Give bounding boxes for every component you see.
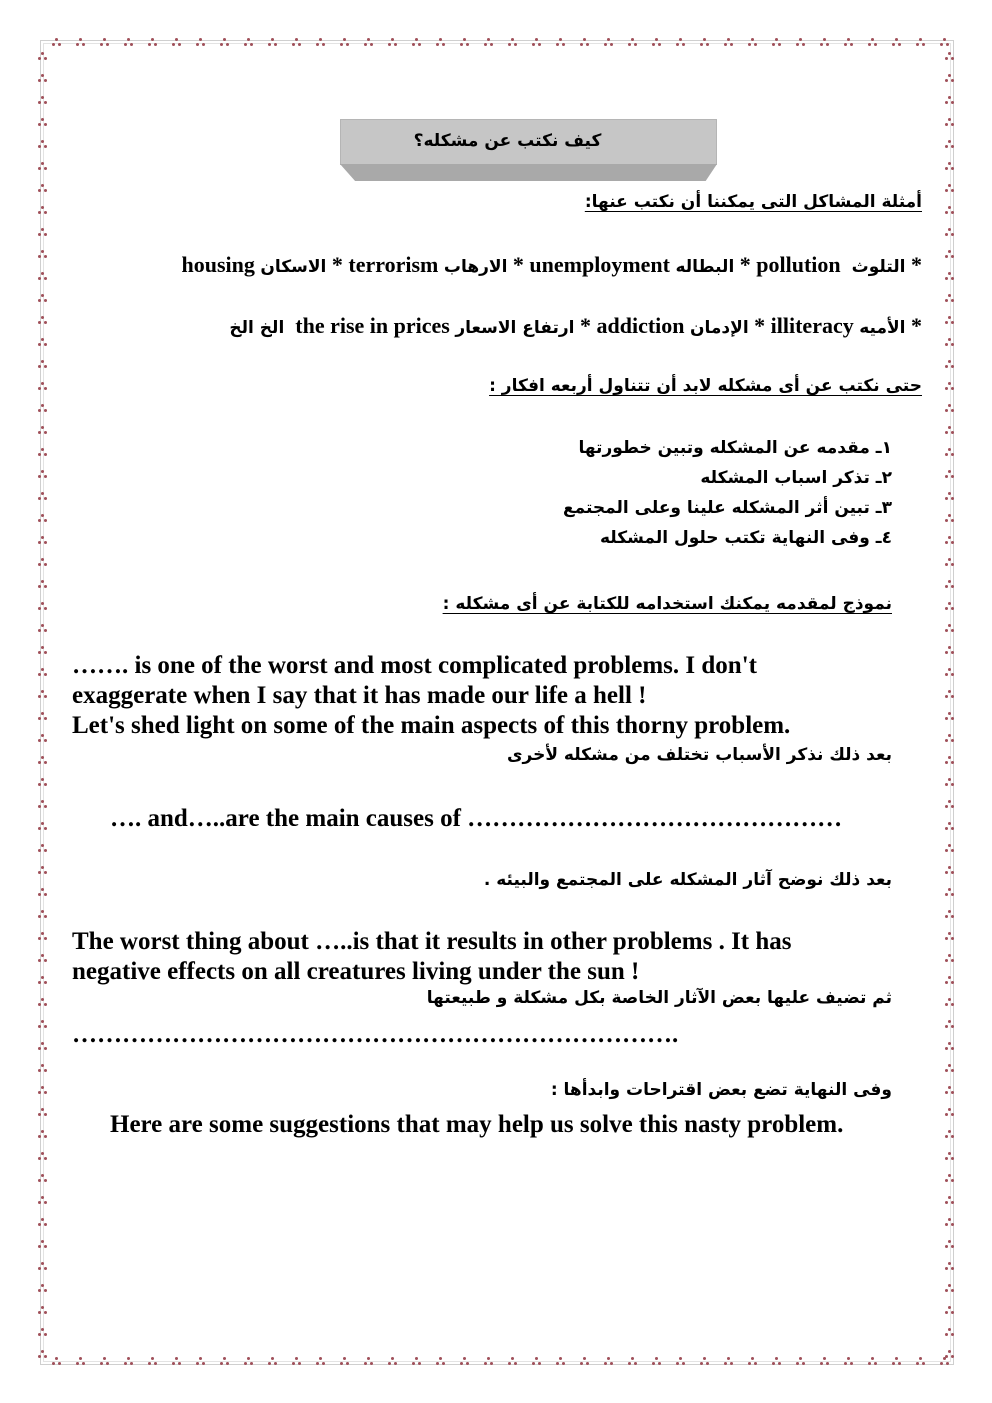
ornament-icon bbox=[945, 1042, 954, 1051]
ornament-icon bbox=[945, 1174, 954, 1183]
ornament-icon bbox=[38, 888, 47, 897]
effects-note: بعد ذلك نوضح آثار المشكله على المجتمع والبيئه . bbox=[483, 870, 892, 890]
ornament-icon bbox=[38, 646, 47, 655]
solutions-note: وفى النهاية تضع بعض اقتراحات وابدأها : bbox=[550, 1080, 892, 1100]
ornament-icon bbox=[844, 38, 853, 47]
ornament-icon bbox=[945, 866, 954, 875]
ornament-icon bbox=[796, 1357, 805, 1366]
example-en: unemployment bbox=[529, 252, 670, 277]
ornament-icon bbox=[945, 1086, 954, 1095]
ornament-icon bbox=[38, 1306, 47, 1315]
ornament-icon bbox=[460, 1357, 469, 1366]
ornament-icon bbox=[945, 74, 954, 83]
ornament-icon bbox=[76, 1357, 85, 1366]
ornament-icon bbox=[748, 38, 757, 47]
ornament-icon bbox=[945, 140, 954, 149]
ornament-icon bbox=[945, 426, 954, 435]
ornament-icon bbox=[945, 382, 954, 391]
ornament-icon bbox=[38, 1130, 47, 1139]
ornament-icon bbox=[38, 470, 47, 479]
ornament-icon bbox=[945, 712, 954, 721]
ornament-icon bbox=[38, 162, 47, 171]
causes-note: بعد ذلك نذكر الأسباب تختلف من مشكله لأخرى bbox=[506, 745, 892, 765]
ornament-icon bbox=[945, 228, 954, 237]
ornament-icon bbox=[38, 118, 47, 127]
ornament-icon bbox=[945, 1284, 954, 1293]
ornament-icon bbox=[945, 580, 954, 589]
example-ar: ارتفاع الاسعار bbox=[455, 318, 575, 338]
ornament-icon bbox=[945, 668, 954, 677]
bullet: * bbox=[331, 252, 343, 277]
ornament-icon bbox=[38, 756, 47, 765]
effects-line: negative effects on all creatures living under the sun ! bbox=[72, 958, 640, 985]
ornament-icon bbox=[700, 1357, 709, 1366]
ornament-icon bbox=[676, 38, 685, 47]
ornament-icon bbox=[916, 38, 925, 47]
ornament-icon bbox=[772, 38, 781, 47]
ornament-icon bbox=[945, 910, 954, 919]
ornament-icon bbox=[316, 38, 325, 47]
ornament-icon bbox=[38, 910, 47, 919]
effects-dots: ………………………………………………………………. bbox=[72, 1021, 679, 1048]
idea-item: ٤ـ وفى النهاية تكتب حلول المشكله bbox=[600, 528, 892, 548]
ornament-icon bbox=[38, 184, 47, 193]
ornament-icon bbox=[796, 38, 805, 47]
ornament-icon bbox=[292, 38, 301, 47]
ornament-icon bbox=[508, 1357, 517, 1366]
ornament-icon bbox=[38, 294, 47, 303]
ornament-icon bbox=[580, 38, 589, 47]
banner-bevel bbox=[340, 164, 717, 181]
ornament-icon bbox=[100, 1357, 109, 1366]
ornament-icon bbox=[38, 954, 47, 963]
ornament-icon bbox=[700, 38, 709, 47]
ornament-icon bbox=[868, 1357, 877, 1366]
ornament-icon bbox=[945, 448, 954, 457]
intro-line: Let's shed light on some of the main aspects of this thorny problem. bbox=[72, 712, 791, 739]
ideas-list bbox=[563, 433, 892, 553]
example-en: addiction bbox=[596, 313, 685, 338]
ornament-icon bbox=[38, 712, 47, 721]
ornament-icon bbox=[38, 140, 47, 149]
ornament-icon bbox=[38, 492, 47, 501]
bullet: * bbox=[739, 252, 751, 277]
ornament-icon bbox=[38, 52, 47, 61]
ornament-icon bbox=[38, 866, 47, 875]
ornament-icon bbox=[436, 38, 445, 47]
ornament-icon bbox=[38, 514, 47, 523]
ornament-icon bbox=[945, 162, 954, 171]
ornament-icon bbox=[38, 228, 47, 237]
idea-item: ١ـ مقدمه عن المشكله وتبين خطورتها bbox=[578, 438, 892, 458]
ornament-icon bbox=[945, 1152, 954, 1161]
ornament-icon bbox=[945, 1020, 954, 1029]
ornament-icon bbox=[244, 38, 253, 47]
example-ar: الارهاب bbox=[443, 257, 508, 277]
ornament-icon bbox=[945, 558, 954, 567]
ornament-icon bbox=[945, 1240, 954, 1249]
ornament-icon bbox=[945, 1262, 954, 1271]
ornament-icon bbox=[38, 338, 47, 347]
ornament-icon bbox=[892, 1357, 901, 1366]
ornament-icon bbox=[38, 1196, 47, 1205]
ornament-icon bbox=[945, 272, 954, 281]
ornament-icon bbox=[38, 206, 47, 215]
ornament-icon bbox=[628, 1357, 637, 1366]
etc-text: الخ الخ bbox=[229, 318, 285, 338]
ornament-icon bbox=[945, 96, 954, 105]
intro-heading: نموذج لمقدمه يمكنك استخدامه للكتابة عن أى مشكله : bbox=[442, 594, 892, 614]
ornament-icon bbox=[38, 976, 47, 985]
bullet: * bbox=[911, 252, 922, 277]
ornament-icon bbox=[724, 1357, 733, 1366]
ornament-icon bbox=[38, 668, 47, 677]
effects-line: The worst thing about …..is that it results in other problems . It has bbox=[72, 928, 792, 955]
examples-heading: أمثلة المشاكل التى يمكننا أن نكتب عنها: bbox=[584, 192, 922, 212]
idea-item: ٢ـ تذكر اسباب المشكله bbox=[700, 468, 892, 488]
ornament-icon bbox=[268, 38, 277, 47]
ornament-icon bbox=[38, 1240, 47, 1249]
bullet: * bbox=[512, 252, 524, 277]
bullet: * bbox=[911, 313, 922, 338]
ornament-icon bbox=[38, 250, 47, 259]
ornament-icon bbox=[945, 800, 954, 809]
ornament-icon bbox=[945, 646, 954, 655]
ornament-icon bbox=[38, 536, 47, 545]
ornament-icon bbox=[945, 1306, 954, 1315]
ornament-icon bbox=[196, 38, 205, 47]
ornament-icon bbox=[38, 624, 47, 633]
ornament-icon bbox=[945, 844, 954, 853]
ornament-icon bbox=[38, 998, 47, 1007]
page-title: كيف نكتب عن مشكله؟ bbox=[413, 131, 602, 151]
ornament-icon bbox=[484, 1357, 493, 1366]
example-en: illiteracy bbox=[770, 313, 854, 338]
ornament-icon bbox=[945, 404, 954, 413]
ornament-icon bbox=[38, 1218, 47, 1227]
ornament-icon bbox=[38, 74, 47, 83]
example-ar: البطاله bbox=[675, 257, 735, 277]
ornament-icon bbox=[38, 1174, 47, 1183]
ornament-icon bbox=[38, 382, 47, 391]
ornament-icon bbox=[52, 38, 61, 47]
solutions-line: Here are some suggestions that may help us solve this nasty problem. bbox=[110, 1111, 844, 1138]
ornament-icon bbox=[38, 932, 47, 941]
ornament-icon bbox=[945, 294, 954, 303]
ornament-icon bbox=[748, 1357, 757, 1366]
ornament-icon bbox=[940, 38, 949, 47]
example-ar: الأميه bbox=[859, 318, 906, 338]
bullet: * bbox=[579, 313, 591, 338]
ornament-icon bbox=[38, 690, 47, 699]
ornament-icon bbox=[364, 1357, 373, 1366]
ornament-icon bbox=[945, 470, 954, 479]
ornament-icon bbox=[38, 734, 47, 743]
ornament-icon bbox=[945, 184, 954, 193]
ornament-icon bbox=[945, 778, 954, 787]
ornament-icon bbox=[945, 954, 954, 963]
ornament-icon bbox=[38, 1020, 47, 1029]
ornament-icon bbox=[38, 272, 47, 281]
ornament-icon bbox=[38, 1086, 47, 1095]
example-en: terrorism bbox=[348, 252, 439, 277]
ornament-icon bbox=[532, 38, 541, 47]
ornament-icon bbox=[388, 1357, 397, 1366]
ornament-icon bbox=[38, 1064, 47, 1073]
ornament-icon bbox=[172, 1357, 181, 1366]
ornament-icon bbox=[38, 800, 47, 809]
ornament-icon bbox=[38, 1350, 47, 1359]
ornament-icon bbox=[412, 38, 421, 47]
examples-row-2 bbox=[229, 313, 922, 339]
ornament-icon bbox=[172, 38, 181, 47]
ornament-icon bbox=[38, 316, 47, 325]
ornament-icon bbox=[484, 38, 493, 47]
ornament-icon bbox=[945, 1064, 954, 1073]
ornament-icon bbox=[580, 1357, 589, 1366]
ornament-icon bbox=[652, 38, 661, 47]
causes-line: …. and…..are the main causes of ……………………………………… bbox=[110, 805, 843, 832]
ornament-icon bbox=[340, 1357, 349, 1366]
ornament-icon bbox=[945, 690, 954, 699]
example-en: pollution bbox=[756, 252, 841, 277]
ornament-icon bbox=[244, 1357, 253, 1366]
ornament-icon bbox=[820, 1357, 829, 1366]
ornament-icon bbox=[38, 1262, 47, 1271]
ornament-icon bbox=[38, 778, 47, 787]
ornament-icon bbox=[820, 38, 829, 47]
ornament-icon bbox=[945, 1350, 954, 1359]
ornament-icon bbox=[945, 998, 954, 1007]
ornament-icon bbox=[38, 360, 47, 369]
ornament-icon bbox=[412, 1357, 421, 1366]
ornament-icon bbox=[945, 492, 954, 501]
effects-paragraph bbox=[72, 927, 792, 987]
ornament-icon bbox=[945, 734, 954, 743]
ornament-icon bbox=[38, 822, 47, 831]
ornament-icon bbox=[316, 1357, 325, 1366]
ornament-icon bbox=[676, 1357, 685, 1366]
ornament-icon bbox=[945, 250, 954, 259]
ornament-icon bbox=[220, 38, 229, 47]
ornament-icon bbox=[604, 1357, 613, 1366]
ornament-icon bbox=[945, 1130, 954, 1139]
ornament-icon bbox=[945, 316, 954, 325]
ornament-icon bbox=[508, 38, 517, 47]
ornament-icon bbox=[945, 888, 954, 897]
ornament-icon bbox=[945, 1196, 954, 1205]
ornament-icon bbox=[38, 1328, 47, 1337]
ornament-icon bbox=[945, 756, 954, 765]
example-ar: الإدمان bbox=[690, 318, 749, 338]
example-ar: التلوث bbox=[851, 257, 906, 277]
ornament-icon bbox=[945, 118, 954, 127]
ornament-icon bbox=[945, 536, 954, 545]
ornament-icon bbox=[772, 1357, 781, 1366]
ornament-icon bbox=[100, 38, 109, 47]
ornament-icon bbox=[945, 206, 954, 215]
ornament-icon bbox=[38, 426, 47, 435]
ornament-icon bbox=[148, 1357, 157, 1366]
ornament-icon bbox=[436, 1357, 445, 1366]
ornament-icon bbox=[388, 38, 397, 47]
ornament-icon bbox=[292, 1357, 301, 1366]
ornament-icon bbox=[38, 448, 47, 457]
ornament-icon bbox=[38, 580, 47, 589]
ornament-icon bbox=[38, 404, 47, 413]
ornament-icon bbox=[38, 1284, 47, 1293]
ornament-icon bbox=[38, 602, 47, 611]
ornament-icon bbox=[124, 1357, 133, 1366]
ornament-icon bbox=[38, 1042, 47, 1051]
ornament-icon bbox=[38, 96, 47, 105]
ornament-icon bbox=[916, 1357, 925, 1366]
ornament-icon bbox=[945, 976, 954, 985]
ornament-icon bbox=[38, 844, 47, 853]
ornament-icon bbox=[38, 1108, 47, 1117]
idea-item: ٣ـ تبين أثر المشكله علينا وعلى المجتمع bbox=[562, 498, 892, 518]
ornament-icon bbox=[556, 1357, 565, 1366]
ornament-icon bbox=[124, 38, 133, 47]
ornament-icon bbox=[945, 1218, 954, 1227]
ornament-icon bbox=[652, 1357, 661, 1366]
ornament-icon bbox=[76, 38, 85, 47]
ornament-icon bbox=[945, 514, 954, 523]
ornament-icon bbox=[945, 1108, 954, 1117]
ornament-icon bbox=[945, 932, 954, 941]
examples-row-1 bbox=[182, 252, 922, 278]
ideas-heading: حتى نكتب عن أى مشكله لابد أن تتناول أربعه افكار : bbox=[489, 376, 922, 396]
ornament-icon bbox=[724, 38, 733, 47]
ornament-icon bbox=[196, 1357, 205, 1366]
ornament-icon bbox=[532, 1357, 541, 1366]
ornament-icon bbox=[945, 52, 954, 61]
ornament-icon bbox=[628, 38, 637, 47]
ornament-icon bbox=[868, 38, 877, 47]
ornament-icon bbox=[38, 1152, 47, 1161]
ornament-icon bbox=[945, 1328, 954, 1337]
ornament-icon bbox=[52, 1357, 61, 1366]
example-en: the rise in prices bbox=[295, 313, 450, 338]
title-banner bbox=[340, 119, 717, 181]
ornament-icon bbox=[945, 360, 954, 369]
ornament-icon bbox=[945, 822, 954, 831]
ornament-icon bbox=[220, 1357, 229, 1366]
ornament-icon bbox=[945, 624, 954, 633]
ornament-icon bbox=[148, 38, 157, 47]
example-en: housing bbox=[181, 252, 255, 277]
effects-extra-note: ثم تضيف عليها بعض الآثار الخاصة بكل مشكلة و طبيعتها bbox=[426, 988, 892, 1008]
intro-paragraph bbox=[72, 651, 790, 741]
ornament-icon bbox=[945, 602, 954, 611]
ornament-icon bbox=[556, 38, 565, 47]
ornament-icon bbox=[945, 338, 954, 347]
ornament-icon bbox=[892, 38, 901, 47]
example-ar: الاسكان bbox=[260, 257, 327, 277]
ornament-icon bbox=[268, 1357, 277, 1366]
bullet: * bbox=[754, 313, 766, 338]
ornament-icon bbox=[38, 558, 47, 567]
ornament-icon bbox=[844, 1357, 853, 1366]
intro-line: exaggerate when I say that it has made our life a hell ! bbox=[72, 682, 647, 709]
ornament-icon bbox=[604, 38, 613, 47]
ornament-icon bbox=[340, 38, 349, 47]
intro-line: ……. is one of the worst and most complicated problems. I don't bbox=[72, 652, 757, 679]
ornament-icon bbox=[364, 38, 373, 47]
ornament-icon bbox=[460, 38, 469, 47]
